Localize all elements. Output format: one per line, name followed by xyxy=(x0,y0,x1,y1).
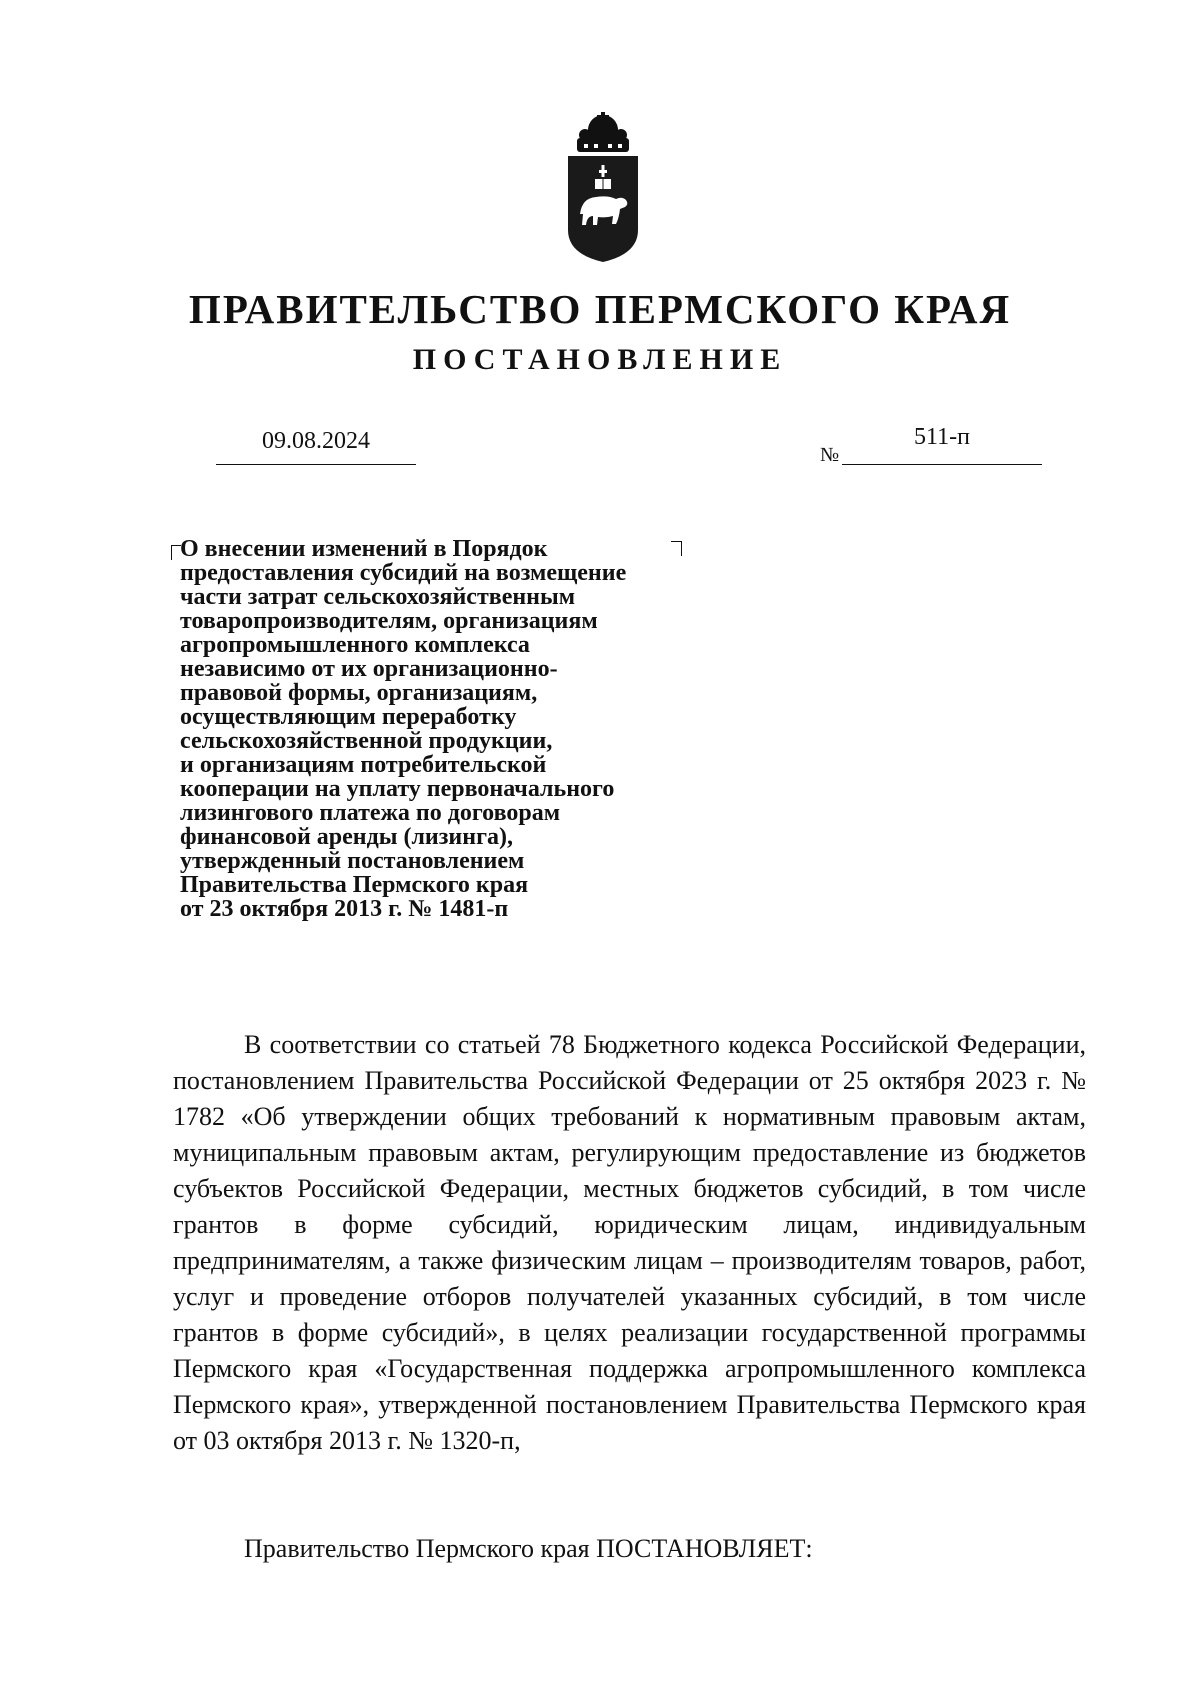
document-type: ПОСТАНОВЛЕНИЕ xyxy=(412,343,788,376)
subject-line: предоставления субсидий на возмещение xyxy=(180,560,627,586)
subject-line: части затрат сельскохозяйственным xyxy=(180,584,576,610)
subject-line: Правительства Пермского края xyxy=(180,872,529,898)
subject-line: правовой формы, организациям, xyxy=(180,680,538,706)
subject-line: кооперации на уплату первоначального xyxy=(180,776,615,802)
preamble-paragraph: В соответствии со статьей 78 Бюджетного кодекса Российской Федерации, постановлением Правительства Российской Федерации от 25 октября 2023 г. № 1782 «Об утверждении общих требований к нормативным правовым актам, муниципальным правовым актам, регулирующим предоставление из бюджетов субъектов Российской Федерации, местных бюджетов субсидий, в том числе грантов в форме субсидий, юридическим лицам, индивидуальным предпринимателям, а также физическим лицам – производителям товаров, работ, услуг и проведение отборов получателей указанных субсидий, в том числе грантов в форме субсидий», в целях реализации государственной программы Пермского края «Государственная поддержка агропромышленного комплекса Пермского края», утвержденной постановлением Правительства Пермского края от 03 октября 2013 г. № 1320-п, xyxy=(173,1030,1086,1455)
subject-line: лизингового платежа по договорам xyxy=(180,800,561,826)
subject-line: независимо от их организационно- xyxy=(180,656,558,682)
decree-statement: Правительство Пермского края ПОСТАНОВЛЯЕТ: xyxy=(244,1534,813,1563)
date-underline xyxy=(216,464,416,465)
number-label: № xyxy=(820,444,840,466)
subject-line: финансовой аренды (лизинга), xyxy=(180,824,513,850)
subject-line: утвержденный постановлением xyxy=(180,848,525,874)
number-underline xyxy=(842,464,1042,465)
subject-line: О внесении изменений в Порядок xyxy=(180,536,548,562)
subject-line: и организациям потребительской xyxy=(180,752,547,778)
subject-line: агропромышленного комплекса xyxy=(180,632,530,658)
subject-line: товаропроизводителям, организациям xyxy=(180,608,598,634)
government-title: ПРАВИТЕЛЬСТВО ПЕРМСКОГО КРАЯ xyxy=(188,286,1012,332)
subject-line: от 23 октября 2013 г. № 1481-п xyxy=(180,896,509,922)
document-subject xyxy=(180,537,740,921)
perm-krai-coat-of-arms-icon xyxy=(562,112,644,264)
document-date: 09.08.2024 xyxy=(262,428,370,454)
subject-line: сельскохозяйственной продукции, xyxy=(180,728,553,754)
subject-line: осуществляющим переработку xyxy=(180,704,517,730)
document-number: 511-п xyxy=(914,424,970,450)
